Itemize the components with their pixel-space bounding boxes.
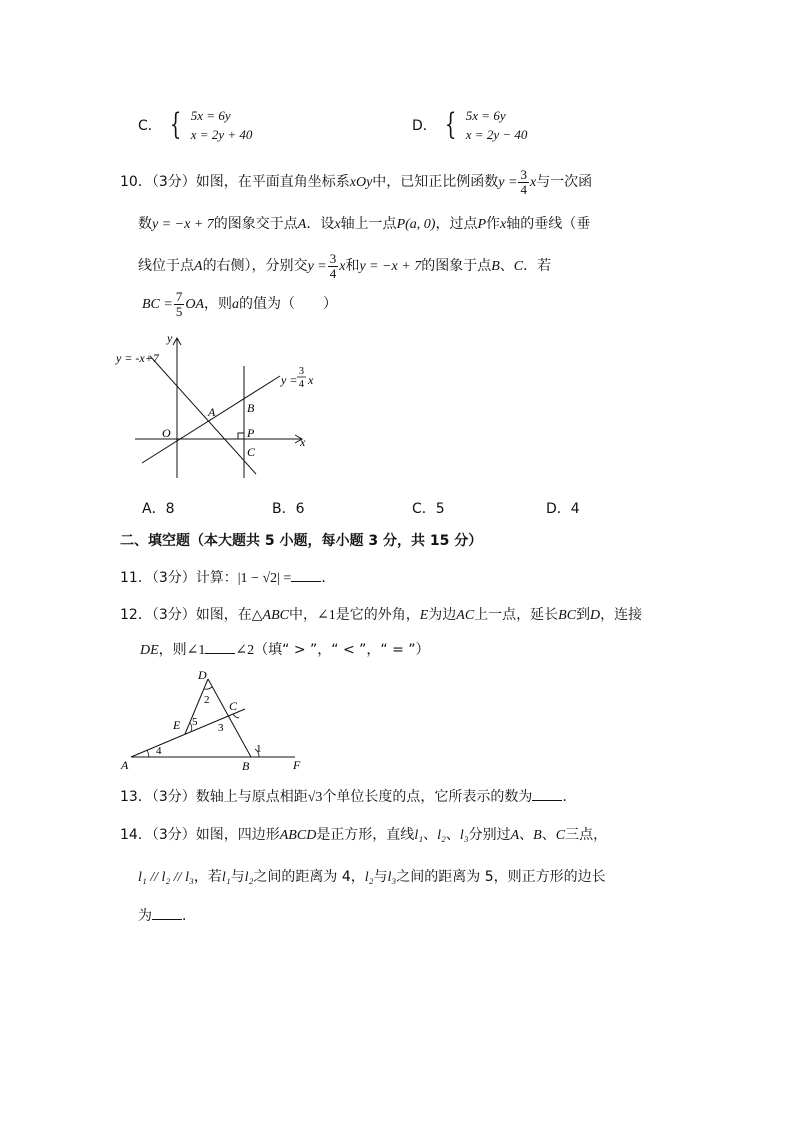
q14-sep: 、: [519, 827, 534, 843]
frac-den: 4: [329, 265, 337, 281]
q12-number: 12．: [120, 607, 152, 623]
segment-ac: [131, 709, 245, 757]
line-three-quarter-x: [142, 376, 280, 463]
option-label: D．: [546, 501, 571, 517]
q12-text: 是它的外角，: [335, 607, 420, 623]
option-value: 8: [165, 501, 175, 517]
fig12-b: B: [242, 759, 250, 773]
q10-point-b: B: [491, 259, 500, 275]
q10-line2: [138, 213, 590, 233]
q14-l2: l₂: [244, 870, 254, 885]
q13-sqrt3: √3: [307, 790, 323, 805]
q14-l1: l₁: [414, 828, 424, 843]
q13-text: 数轴上与原点相距: [195, 789, 308, 805]
q14-l3: l₃: [387, 870, 397, 885]
fig10-origin: O: [162, 426, 171, 440]
q12-text: 为边: [428, 607, 457, 623]
q14-score: （3分）: [151, 827, 196, 843]
q9-c-eq2: x = 2y + 40: [190, 127, 253, 142]
segment-bd: [208, 679, 251, 757]
q10-xoy: xOy: [349, 175, 373, 191]
angle-2-arc: [204, 687, 212, 689]
frac-den: 4: [520, 181, 527, 197]
frac-den: 5: [175, 303, 183, 319]
q10-point-c: C: [513, 259, 524, 275]
q14-line2: [138, 866, 606, 886]
q12-tri: △ABC: [251, 608, 289, 623]
option-label: A．: [142, 501, 166, 517]
q12-line1: [120, 604, 642, 624]
q10-text: ，则: [204, 296, 233, 313]
fig10-point-c: C: [247, 445, 256, 459]
option-label: B．: [272, 501, 296, 517]
fig12-f: F: [293, 758, 301, 772]
fig12-n5: 5: [192, 716, 198, 728]
q12-figure: [115, 665, 315, 775]
q14-text: 与: [373, 869, 388, 885]
q10-fraction: [328, 252, 339, 280]
q14-pb: B: [533, 828, 542, 843]
q10-point-a: A: [194, 259, 203, 275]
q10-x: x: [334, 217, 341, 232]
right-angle-mark-icon: [238, 433, 244, 439]
q10-text: 的图象交于点: [213, 216, 298, 232]
q10-text: 轴上一点: [340, 216, 397, 232]
q12-text: （填“ > ”，“ < ”，“ = ”）: [254, 642, 430, 658]
q11-answer-blank[interactable]: [291, 569, 321, 582]
q9-option-d: [412, 106, 527, 144]
fig10-prop-label-y: y =: [281, 373, 298, 387]
q10-fraction2: [174, 290, 185, 318]
q13-score: （3分）: [151, 789, 196, 805]
q10-line4: [142, 290, 337, 318]
q14-text: 分别过: [468, 827, 511, 843]
q11-number: 11．: [120, 570, 152, 586]
q10-point-p: P: [477, 217, 487, 232]
q12-score: （3分）: [151, 607, 196, 623]
q13-number: 13．: [120, 789, 152, 805]
q14-line3: [138, 905, 196, 925]
q14-l3: l₃: [459, 828, 469, 843]
q10-text: 和: [345, 258, 360, 275]
section-2-title: 二、填空题（本大题共 5 小题，每小题 3 分，共 15 分）: [120, 533, 483, 549]
q14-text: 与: [230, 869, 245, 885]
q14-text: 三点，: [565, 827, 608, 843]
q13-end: ．: [562, 789, 577, 805]
q11-end: ．: [321, 570, 336, 586]
q14-text: ，若: [193, 869, 222, 885]
fig10-prop-num: 3: [299, 366, 304, 377]
q13-answer-blank[interactable]: [532, 788, 562, 801]
q14-pc: C: [555, 828, 566, 843]
fig10-point-b: B: [247, 401, 255, 415]
fig12-a: A: [121, 758, 129, 772]
q9-option-c: [138, 106, 252, 144]
q10-text: 中，已知正比例函数: [372, 174, 499, 191]
fig10-axis-y: y: [167, 331, 173, 345]
q10-text: 与一次函: [536, 174, 593, 191]
q10-text: ．若: [523, 258, 552, 275]
q10-option-d: [546, 498, 580, 518]
q13-text: 个单位长度的点，它所表示的数为: [322, 789, 533, 805]
q10-x: x: [339, 259, 346, 275]
q10-text: 线位于点: [138, 258, 194, 275]
q14-answer-blank[interactable]: [152, 907, 182, 920]
q14-line1: [120, 824, 607, 844]
q10-oa: OA: [185, 297, 205, 313]
q10-score: （3分）: [151, 174, 196, 191]
fig10-prop-x: x: [308, 373, 314, 387]
fig10-line-label: y = -x+7: [116, 351, 159, 365]
q12-text: ，连接: [600, 607, 643, 623]
q10-text: 如图，在平面直角坐标系: [195, 174, 350, 191]
q12-de: DE: [140, 643, 159, 658]
q14-end: ．: [182, 908, 196, 924]
q10-option-c: [412, 498, 445, 518]
fig10-prop-den: 4: [299, 379, 304, 390]
q14-number: 14．: [120, 827, 152, 843]
fig12-e: E: [173, 718, 181, 732]
q14-text: 之间的距离为 5，则正方形的边长: [396, 869, 606, 885]
q10-text: 、: [499, 258, 514, 275]
q9-d-eq1: 5x = 6y: [465, 108, 506, 123]
fig12-n2: 2: [204, 694, 210, 706]
q12-e: E: [419, 608, 429, 623]
q10-a: a: [232, 297, 240, 313]
q9-option-d-system: [466, 106, 528, 144]
q11: [120, 567, 335, 587]
q14-text: 为: [138, 908, 152, 924]
brace-icon: {: [445, 107, 457, 142]
q10-text: 的右侧），分别交: [202, 258, 308, 275]
q13: [120, 786, 576, 806]
q10-text: 的值为（ ）: [239, 296, 338, 313]
q14-l1: l₁: [221, 870, 231, 885]
fig12-n3: 3: [218, 722, 224, 734]
q14-text: 如图，四边形: [195, 827, 280, 843]
angle-4-arc: [147, 750, 149, 757]
q10-y-eq: y =: [307, 259, 327, 275]
q10-x: x: [500, 217, 507, 232]
q10-x: x: [529, 175, 537, 191]
q12-line2: [140, 639, 430, 659]
q10-option-b: [272, 498, 305, 518]
fig12-n4: 4: [156, 745, 162, 757]
q10-y-eq: y =: [498, 175, 518, 191]
q12-d: D: [590, 608, 601, 623]
q14-parallel: l₁ // l₂ // l₃: [138, 870, 194, 885]
q10-number: 10．: [120, 174, 152, 191]
option-value: 4: [570, 501, 580, 517]
q11-text: 计算：: [195, 570, 238, 586]
q10-text: 的图象于点: [421, 258, 492, 275]
q9-d-eq2: x = 2y − 40: [465, 127, 528, 142]
frac-num: 7: [175, 289, 183, 304]
fig10-point-p: P: [247, 426, 255, 440]
option-value: 6: [295, 501, 305, 517]
q10-text: 作: [486, 216, 501, 232]
q9-c-eq1: 5x = 6y: [190, 108, 231, 123]
q10-option-a: [142, 498, 175, 518]
q12-angle1: ∠1: [316, 608, 336, 623]
q10-line-eq: y = −x + 7: [359, 259, 422, 275]
fig12-n1: 1: [256, 743, 262, 755]
q9-option-d-label: D．: [412, 118, 437, 134]
line-neg-x-plus-7: [150, 356, 256, 474]
q12-text: 如图，在: [195, 607, 252, 623]
angle-3-arc: [233, 714, 239, 718]
q12-ac: AC: [456, 608, 475, 623]
q14-text: 是正方形，直线: [316, 827, 415, 843]
q11-expr: |1 − √2| =: [237, 571, 292, 586]
brace-icon: {: [170, 107, 182, 142]
q12-text: 上一点，延长: [474, 607, 559, 623]
q10-point-a: A: [297, 217, 307, 232]
q14-l2: l₂: [364, 870, 374, 885]
q11-score: （3分）: [151, 570, 196, 586]
q9-option-c-label: C．: [138, 118, 162, 134]
q12-angle2: ∠2: [235, 643, 255, 658]
fig10-point-a: A: [208, 405, 216, 419]
q10-text: ．设: [306, 216, 335, 232]
frac-num: 3: [520, 167, 527, 182]
q10-text: 数: [138, 216, 152, 232]
q12-bc: BC: [558, 608, 577, 623]
option-value: 5: [435, 501, 445, 517]
q12-text: ，则: [158, 642, 187, 658]
q14-pa: A: [510, 828, 520, 843]
fig10-axis-x: x: [300, 435, 306, 449]
frac-num: 3: [329, 251, 337, 266]
q10-figure: [110, 330, 340, 485]
q14-sep: 、: [423, 827, 438, 843]
fig12-c: C: [229, 699, 238, 713]
q14-sep: 、: [541, 827, 556, 843]
q12-text: 中，: [288, 607, 317, 623]
fig12-d: D: [198, 668, 207, 682]
q10-line3: [138, 252, 551, 280]
q10-text: ，过点: [435, 216, 478, 232]
q14-sep: 、: [445, 827, 460, 843]
q14-l2: l₂: [437, 828, 446, 843]
q10-bc-eq: BC =: [142, 297, 173, 313]
q10-fraction: [518, 168, 529, 196]
option-label: C．: [412, 501, 436, 517]
q12-answer-blank[interactable]: [205, 641, 235, 654]
q10-text: 轴的垂线（垂: [506, 216, 591, 232]
q12-text: 到: [576, 607, 591, 623]
q10-line-eq: y = −x + 7: [152, 217, 214, 232]
q9-option-c-system: [191, 106, 253, 144]
q14-text: 之间的距离为 4，: [253, 869, 365, 885]
q14-abcd: ABCD: [279, 828, 317, 843]
q10-pa0: P(a, 0): [396, 217, 436, 232]
q12-angle1b: ∠1: [186, 643, 206, 658]
q10-line1: [120, 168, 592, 196]
